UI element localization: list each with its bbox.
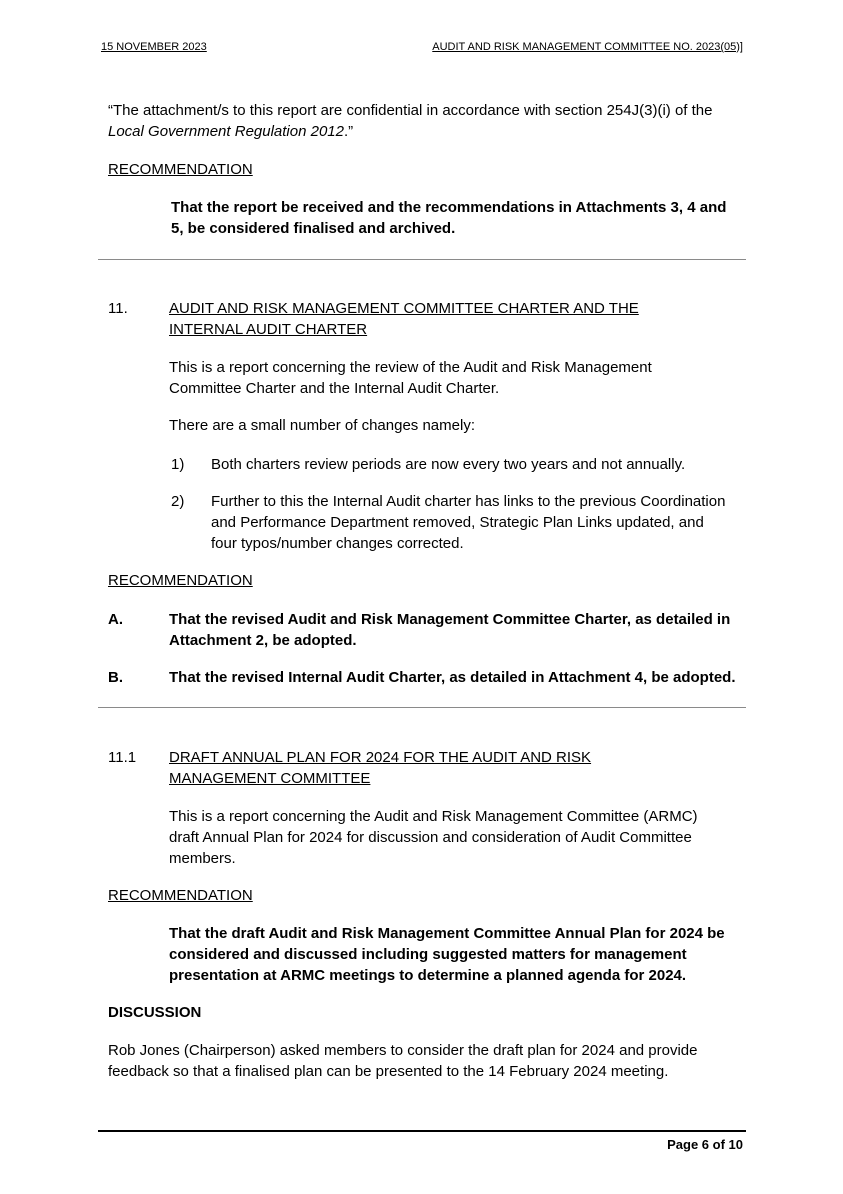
changes-intro: There are a small number of changes namely: (169, 417, 475, 434)
confidential-note-prefix: “The attachment/s to this report are confidential in accordance with section 254J(3)(i) of the (108, 102, 713, 119)
change-text: Both charters review periods are now every two years and not annually. (211, 456, 686, 473)
header-committee-ref: AUDIT AND RISK MANAGEMENT COMMITTEE NO. 2023(05)] (432, 41, 743, 53)
change-text: Further to this the Internal Audit charter has links to the previous Coordination and Performance Department removed, Strategic Plan Links updated, and four typos/number changes corrected. (211, 493, 726, 552)
discussion-heading: DISCUSSION (108, 1004, 202, 1021)
item-intro: This is a report concerning the review of the Audit and Risk Management Committee Charter and the Internal Audit Charter. (169, 359, 652, 397)
confidential-note-suffix: .” (344, 123, 354, 140)
recommendation-text: That the revised Audit and Risk Management Committee Charter, as detailed in Attachment 2, be adopted. (169, 611, 731, 649)
recommendation-letter: B. (108, 669, 123, 686)
confidential-note (108, 100, 738, 142)
recommendation-text: That the report be received and the recommendations in Attachments 3, 4 and 5, be considered finalised and archived. (171, 199, 727, 237)
footer-rule (98, 1130, 746, 1132)
item-title: AUDIT AND RISK MANAGEMENT COMMITTEE CHARTER AND THE INTERNAL AUDIT CHARTER (169, 300, 639, 338)
recommendation-text: That the draft Audit and Risk Management Committee Annual Plan for 2024 be considered and discussed including suggested matters for management presentation at ARMC meetings to determine a planned agenda for 2024. (169, 925, 725, 984)
section-divider (98, 707, 746, 708)
item-title: DRAFT ANNUAL PLAN FOR 2024 FOR THE AUDIT AND RISK MANAGEMENT COMMITTEE (169, 749, 592, 787)
item-intro: This is a report concerning the Audit and Risk Management Committee (ARMC) draft Annual Plan for 2024 for discussion and consideration of Audit Committee members. (169, 808, 698, 867)
change-number: 2) (171, 493, 185, 510)
recommendation-heading: RECOMMENDATION (108, 572, 253, 589)
recommendation-heading: RECOMMENDATION (108, 161, 253, 178)
section-divider (98, 259, 746, 260)
confidential-note-regulation: Local Government Regulation 2012 (108, 123, 344, 140)
discussion-text: Rob Jones (Chairperson) asked members to consider the draft plan for 2024 and provide feedback so that a finalised plan can be presented to the 14 February 2024 meeting. (108, 1042, 698, 1080)
change-number: 1) (171, 456, 185, 473)
recommendation-heading: RECOMMENDATION (108, 887, 253, 904)
page-number: Page 6 of 10 (667, 1137, 743, 1152)
recommendation-text: That the revised Internal Audit Charter, as detailed in Attachment 4, be adopted. (169, 669, 736, 686)
item-number: 11. (108, 300, 128, 317)
item-number: 11.1 (108, 749, 137, 766)
recommendation-letter: A. (108, 611, 123, 628)
header-date: 15 NOVEMBER 2023 (101, 41, 207, 53)
